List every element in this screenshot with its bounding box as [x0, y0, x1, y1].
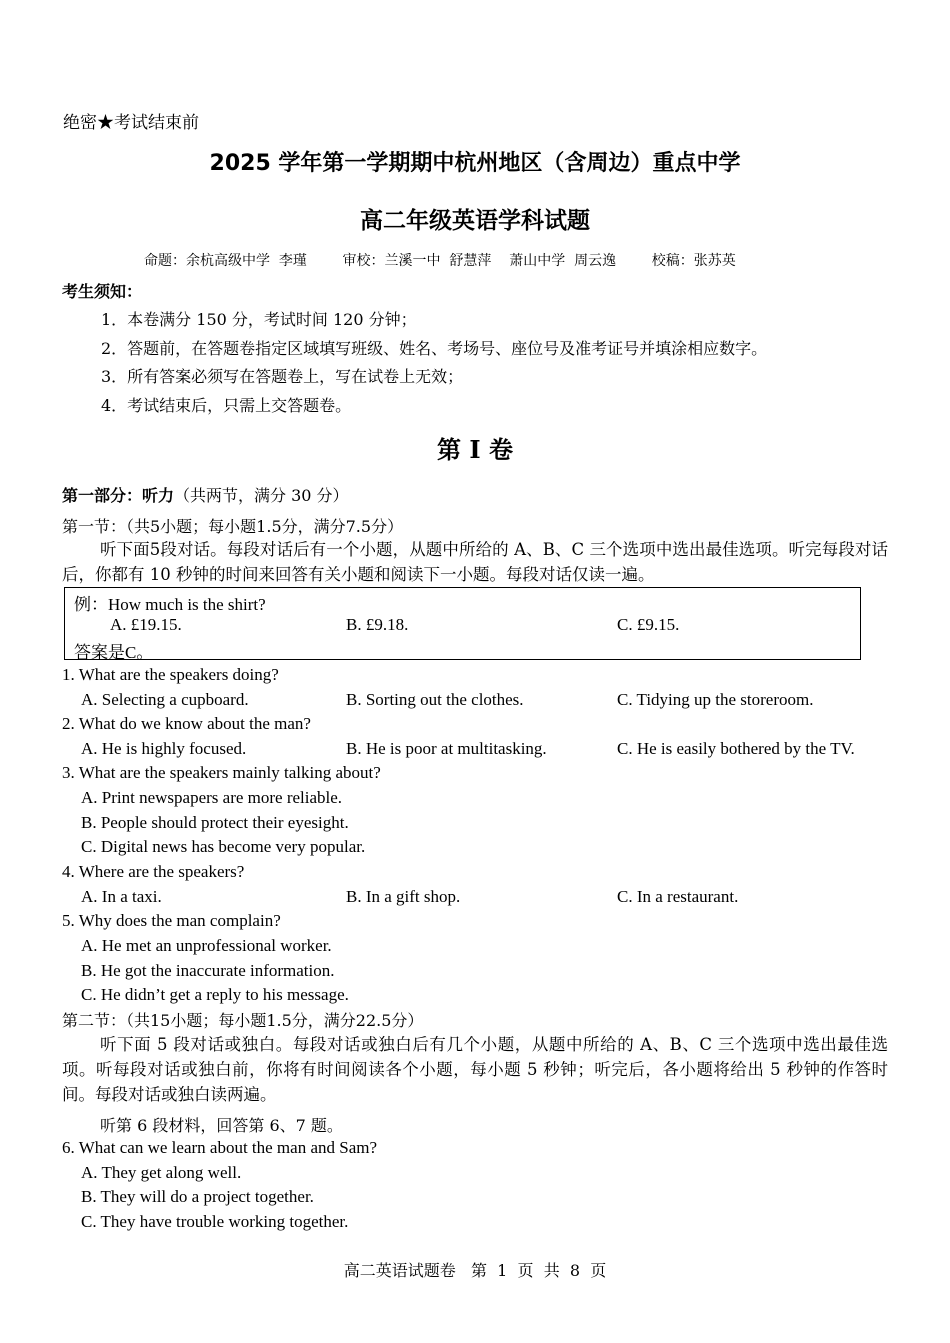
part-heading: [62, 483, 349, 506]
question-1: 1. What are the speakers doing?: [62, 665, 279, 684]
part-heading-bold: 第一部分：听力: [62, 486, 175, 505]
instructions-heading: 考生须知：: [62, 282, 143, 301]
instruction-item: 3．所有答案必须写在答题卷上，写在试卷上无效；: [101, 367, 464, 386]
option-b: B. In a gift shop.: [346, 887, 461, 906]
example-answer: 答案是C。: [74, 643, 154, 662]
section2-heading: 第二节：（共15小题；每小题1.5分，满分22.5分）: [62, 1011, 424, 1030]
option-b: B. Sorting out the clothes.: [346, 690, 524, 709]
option-c: C. Tidying up the storeroom.: [617, 690, 814, 709]
option-b: B. They will do a project together.: [81, 1187, 314, 1206]
example-option-c: C. £9.15.: [617, 615, 680, 634]
option-c: C. Digital news has become very popular.: [81, 837, 366, 856]
question-2: 2. What do we know about the man?: [62, 714, 311, 733]
option-b: B. He is poor at multitasking.: [346, 739, 547, 758]
instruction-item: 4．考试结束后，只需上交答题卷。: [101, 396, 352, 415]
exam-title: 2025 学年第一学期期中杭州地区（含周边）重点中学: [209, 151, 741, 176]
material-note: 听第 6 段材料，回答第 6、7 题。: [100, 1116, 343, 1135]
option-a: A. He is highly focused.: [81, 739, 247, 758]
question-5: 5. Why does the man complain?: [62, 911, 281, 930]
page-footer: 高二英语试题卷 第 1 页 共 8 页: [343, 1261, 607, 1280]
example-question: 例：How much is the shirt?: [74, 595, 266, 614]
option-a: A. In a taxi.: [81, 887, 162, 906]
section1-directions: 听下面5段对话。每段对话后有一个小题，从题中所给的 A、B、C 三个选项中选出最佳选项。听完每段对话后，你都有 10 秒钟的时间来回答有关小题和阅读下一小题。每段对话仅读一遍。: [62, 540, 888, 584]
option-a: A. Selecting a cupboard.: [81, 690, 249, 709]
example-option-b: B. £9.18.: [346, 615, 409, 634]
option-c: C. He didn’t get a reply to his message.: [81, 985, 349, 1004]
exam-credits: 命题：余杭高级中学 李瑾 审校：兰溪一中 舒慧萍 萧山中学 周云逸 校稿：张苏英: [144, 253, 736, 269]
option-b: B. He got the inaccurate information.: [81, 961, 335, 980]
question-3: 3. What are the speakers mainly talking about?: [62, 763, 381, 782]
part-heading-rest: （共两节，满分 30 分）: [174, 486, 349, 505]
question-4: 4. Where are the speakers?: [62, 862, 245, 881]
option-c: C. He is easily bothered by the TV.: [617, 739, 855, 758]
option-a: A. He met an unprofessional worker.: [81, 936, 332, 955]
exam-subtitle: 高二年级英语学科试题: [360, 208, 590, 234]
option-b: B. People should protect their eyesight.: [81, 813, 349, 832]
instruction-item: 2．答题前，在答题卷指定区域填写班级、姓名、考场号、座位号及准考证号并填涂相应数字。: [101, 339, 768, 358]
option-c: C. In a restaurant.: [617, 887, 739, 906]
example-option-a: A. £19.15.: [110, 615, 182, 634]
instruction-item: 1．本卷满分 150 分，考试时间 120 分钟；: [101, 310, 417, 329]
section1-heading: 第一节：（共5小题；每小题1.5分，满分7.5分）: [62, 517, 404, 536]
confidential-label: 绝密★考试结束前: [63, 113, 199, 133]
volume-title: 第 I 卷: [437, 435, 513, 464]
question-6: 6. What can we learn about the man and Sam?: [62, 1138, 378, 1157]
option-c: C. They have trouble working together.: [81, 1212, 349, 1231]
option-a: A. Print newspapers are more reliable.: [81, 788, 343, 807]
option-a: A. They get along well.: [81, 1163, 242, 1182]
section2-directions: 听下面 5 段对话或独白。每段对话或独白后有几个小题，从题中所给的 A、B、C 三个选项中选出最佳选项。听每段对话或独白前，你将有时间阅读各个小题，每小题 5 秒钟；听完后，各小题将给出 5 秒钟的作答时间。每段对话或独白读两遍。: [62, 1035, 888, 1104]
